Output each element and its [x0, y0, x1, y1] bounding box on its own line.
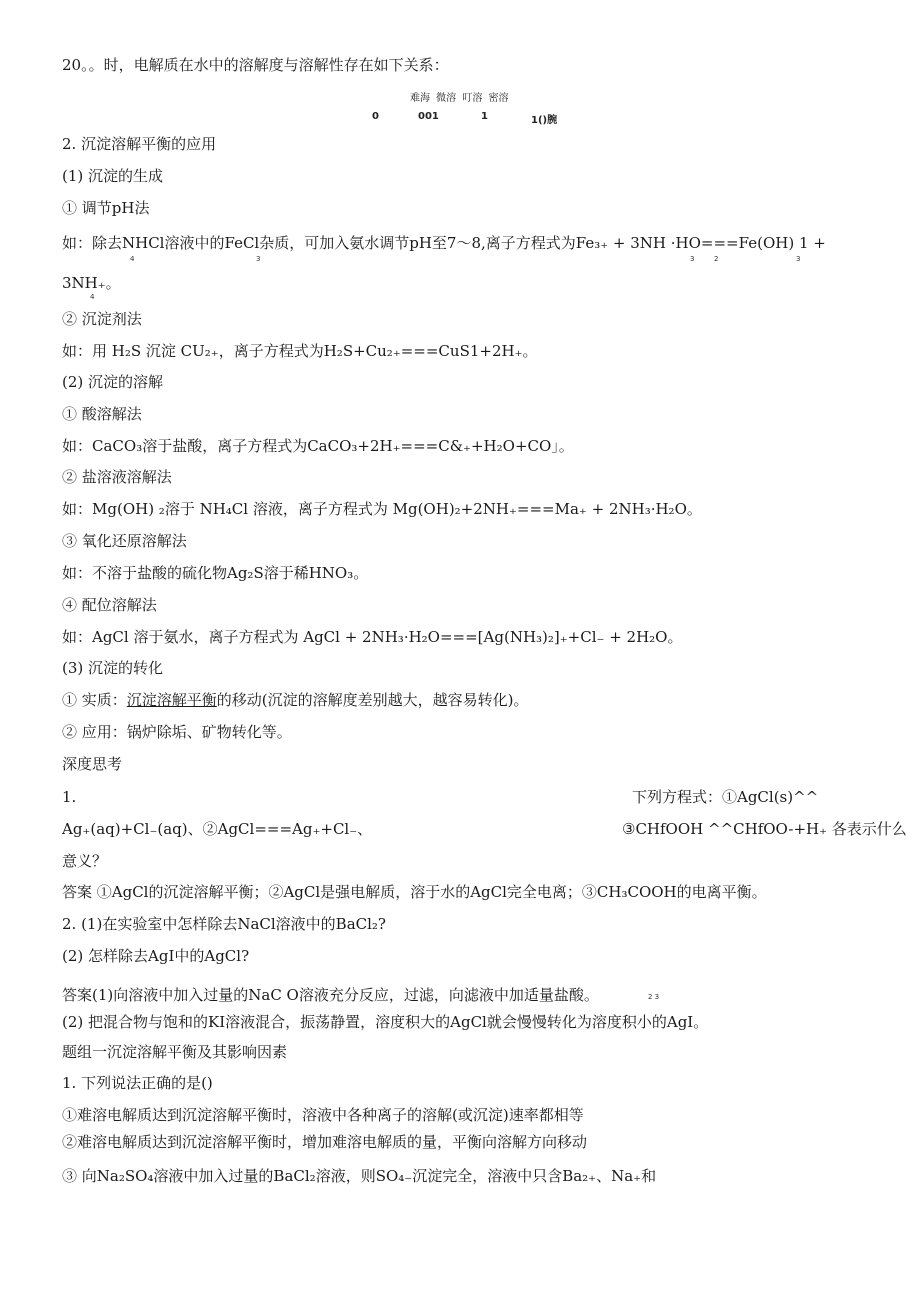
text-line: 意义？ — [62, 852, 108, 870]
option-line: ②难溶电解质达到沉淀溶解平衡时，增加难溶电解质的量，平衡向溶解方向移动 — [62, 1133, 588, 1151]
subscript-mark: 2 3 — [648, 993, 660, 1001]
text-line: ③CHfOOH ^^CHfOO-+H₊ 各表示什么 — [622, 820, 907, 838]
subsection-heading: (2) 沉淀的溶解 — [62, 373, 164, 391]
method-heading: ④ 配位溶解法 — [62, 596, 157, 614]
subsection-heading: (3) 沉淀的转化 — [62, 659, 164, 677]
scale-number: 1()腕 — [531, 115, 558, 126]
text-line: 3NH₊。 — [62, 274, 121, 292]
text-line — [62, 690, 529, 710]
method-heading: ③ 氧化还原溶解法 — [62, 532, 187, 550]
option-line: ③ 向Na₂SO₄溶液中加入过量的BaCl₂溶液，则SO₄₋沉淀完全，溶液中只含Ba₂₊、Na₊和 — [62, 1167, 657, 1185]
text-line: 如：Mg(OH) ₂溶于 NH₄Cl 溶液，离子方程式为 Mg(OH)₂+2NH₊===Ma₊ + 2NH₃·H₂O。 — [62, 500, 702, 518]
text-line: 如：除去NHCl溶液中的FeCl杂质，可加入氨水调节pH至7～8,离子方程式为Fe₃₊ + 3NH ·HO===Fe(OH) 1 + — [62, 234, 826, 252]
text-line: 如：不溶于盐酸的硫化物Ag₂S溶于稀HNO₃。 — [62, 564, 369, 582]
text-span: 的移动(沉淀的溶解度差别越大，越容易转化)。 — [216, 691, 529, 709]
text-line: Ag₊(aq)+Cl₋(aq)、②AgCl===Ag₊+Cl₋、 — [62, 820, 373, 838]
subscript-mark: 4 — [90, 293, 95, 301]
underlined-term: 沉淀溶解平衡 — [126, 691, 217, 709]
question-line: 1. 下列说法正确的是() — [62, 1074, 213, 1092]
question-line: 2. (1)在实验室中怎样除去NaCl溶液中的BaCl₂? — [62, 915, 386, 933]
text-line: ② 应用：锅炉除垢、矿物转化等。 — [62, 723, 292, 741]
text-line: 下列方程式：①AgCl(s)^^ — [632, 788, 819, 806]
scale-number: 001 — [418, 111, 439, 122]
answer-line: (2) 把混合物与饱和的KI溶液混合，振荡静置，溶度积大的AgCl就会慢慢转化为溶度积小的AgI。 — [62, 1013, 709, 1031]
section-heading: 题组一沉淀溶解平衡及其影响因素 — [62, 1043, 288, 1061]
method-heading: ② 沉淀剂法 — [62, 310, 142, 328]
text-line: 20。。时，电解质在水中的溶解度与溶解性存在如下关系： — [62, 56, 449, 74]
section-heading: 2. 沉淀溶解平衡的应用 — [62, 135, 217, 153]
scale-number: 0 — [372, 111, 379, 122]
question-number: 1. — [62, 788, 77, 806]
method-heading: ① 酸溶解法 — [62, 405, 142, 423]
subscript-mark: 4 — [130, 255, 135, 263]
text-line: 如：AgCl 溶于氨水，离子方程式为 AgCl + 2NH₃·H₂O===[Ag(NH₃)₂]₊+Cl₋ + 2H₂O。 — [62, 628, 683, 646]
subsection-heading: (1) 沉淀的生成 — [62, 167, 164, 185]
subscript-mark: 3 — [256, 255, 261, 263]
scale-number: 1 — [481, 111, 488, 122]
text-line: 如：CaCO₃溶于盐酸，离子方程式为CaCO₃+2H₊===C&₊+H₂O+CO」。 — [62, 437, 574, 455]
method-heading: ② 盐溶液溶解法 — [62, 468, 172, 486]
text-span: ① 实质： — [62, 691, 127, 709]
solubility-scale-labels: 难海 微溶 叮溶 密溶 — [410, 93, 509, 104]
answer-line: 答案 ①AgCl的沉淀溶解平衡；②AgCl是强电解质，溶于水的AgCl完全电离；③CH₃COOH的电离平衡。 — [62, 883, 767, 901]
answer-line: 答案(1)向溶液中加入过量的NaC O溶液充分反应，过滤，向滤液中加适量盐酸。 — [62, 986, 599, 1004]
subscript-mark: 2 — [714, 255, 719, 263]
text-line: 如：用 H₂S 沉淀 CU₂₊，离子方程式为H₂S+Cu₂₊===CuS1+2H₊。 — [62, 342, 538, 360]
method-heading: ① 调节pH法 — [62, 199, 150, 217]
question-line: (2) 怎样除去AgI中的AgCl? — [62, 947, 250, 965]
section-heading: 深度思考 — [62, 755, 123, 773]
subscript-mark: 3 — [690, 255, 695, 263]
subscript-mark: 3 — [796, 255, 801, 263]
option-line: ①难溶电解质达到沉淀溶解平衡时，溶液中各种离子的溶解(或沉淀)速率都相等 — [62, 1106, 584, 1124]
